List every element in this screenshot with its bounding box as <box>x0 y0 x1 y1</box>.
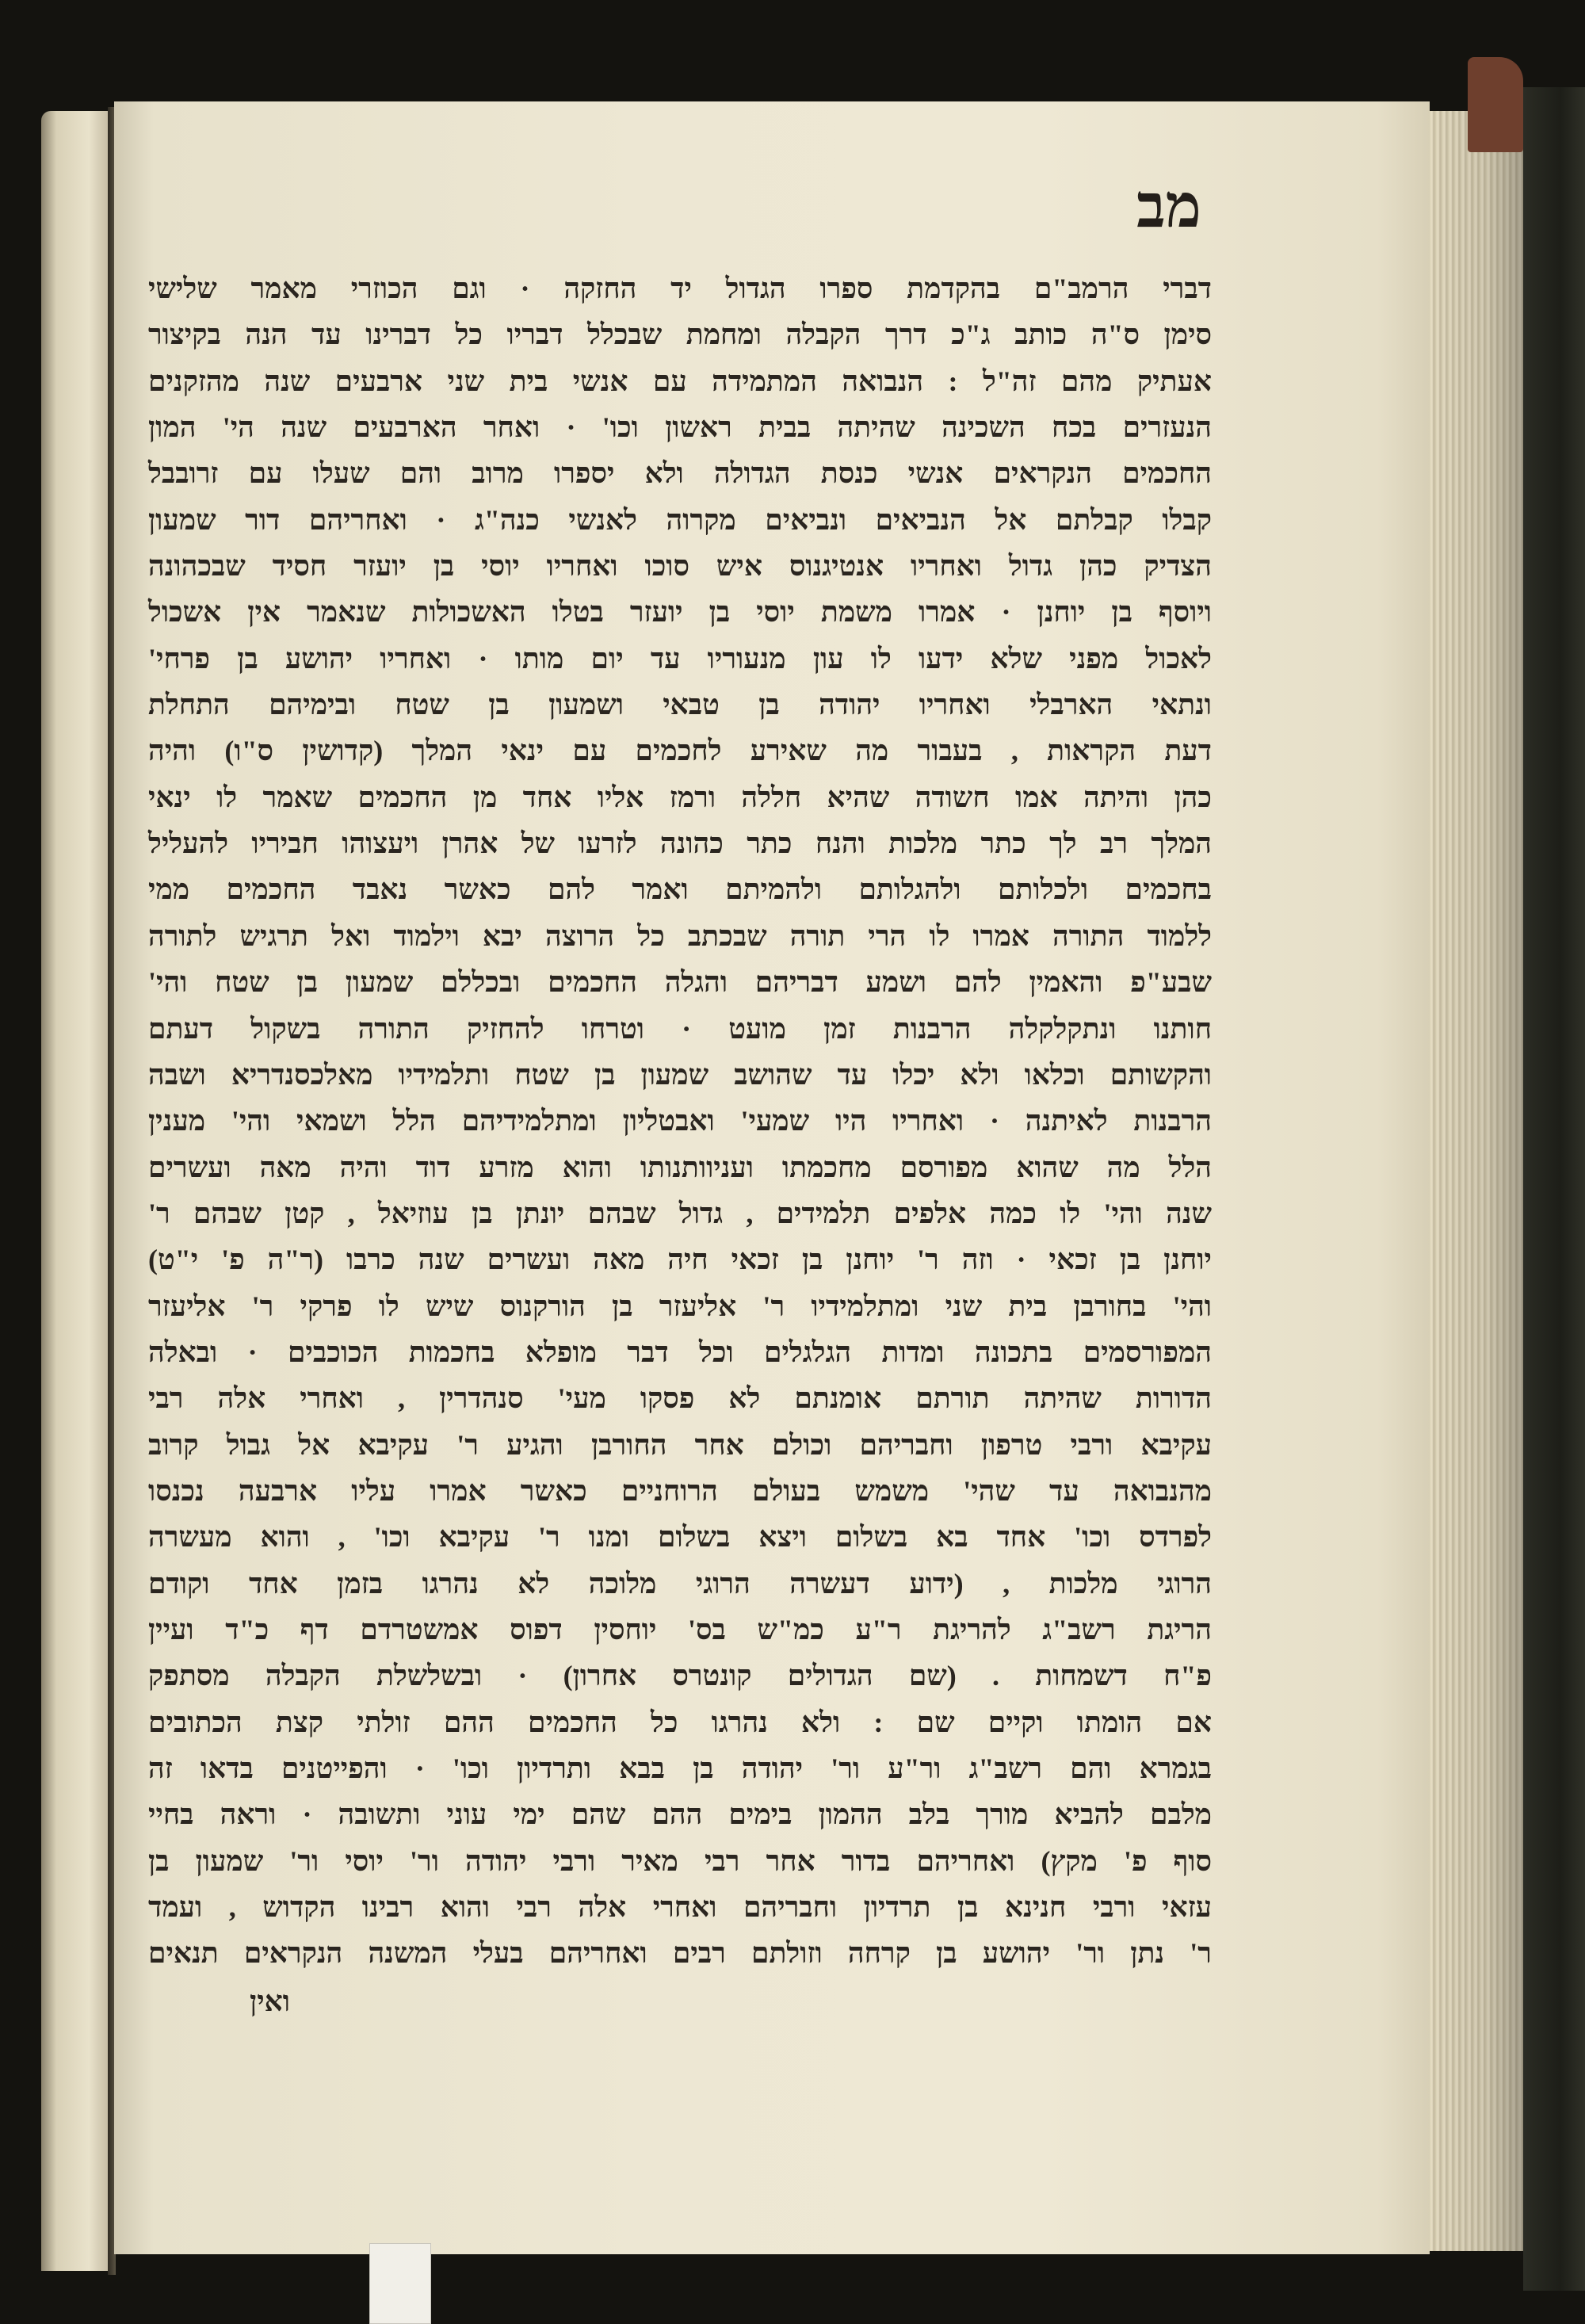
text-line: הלל מה שהוא מפורסם מחכמתו ועניוותנותו והוא מזרע דוד והיה מאה ועשרים <box>148 1151 1212 1183</box>
text-line: דעת הקראות , בעבור מה שאירע לחכמים עם ינאי המלך (קדושין ס"ו) והיה <box>148 735 1212 767</box>
text-line: יוחנן בן זכאי · וזה ר' יוחנן בן זכאי חיה מאה ועשרים שנה כרבו (ר"ה פ' י"ט) <box>148 1244 1212 1276</box>
text-line: הצדיק כהן גדול ואחריו אנטיגנוס איש סוכו ואחריו יוסי בן יועזר חסיד שבכהונה <box>148 550 1212 583</box>
text-line: החכמים הנקראים אנשי כנסת הגדולה ולא יספרו מרוב והם שעלו עם זרובבל <box>148 457 1212 490</box>
text-line: המלך רב לך כתר מלכות והנח כתר כהונה לזרעו של אהרן ויעצוהו חביריו להעליל <box>148 828 1212 860</box>
text-line: שנה והי' לו כמה אלפים תלמידים , גדול שבהם יונתן בן עוזיאל , קטן שבהם ר' <box>148 1197 1212 1229</box>
bookmark-tab <box>369 2243 431 2324</box>
text-line: מהנבואה עד שהי' משמש בעולם הרוחניים כאשר אמרו עליו ארבעה נכנסו <box>148 1474 1212 1507</box>
text-line: שבע"פ והאמין להם ושמע דבריהם והגלה החכמים ובכללם שמעון בן שטח והי' <box>148 966 1212 999</box>
text-line: והקשותם וכלאו ולא יכלו עד שהושב שמעון בן שטח ותלמידיו מאלכסנדריא ושבה <box>148 1058 1212 1091</box>
text-line: מלבם להביא מורך בלב ההמון בימים ההם שהם ימי עוני ותשובה · וראה בחיי <box>148 1798 1212 1831</box>
text-line: חותנו ונתקלקלה הרבנות זמן מועט · וטרחו להחזיק התורה בשקול דעתם <box>148 1012 1212 1045</box>
text-line: סימן ס"ה כותב ג"כ דרך הקבלה ומחמת שבכלל דבריו כל דברינו עד הנה בקיצור <box>148 319 1212 351</box>
text-line: פ"ח דשמחות . (שם הגדולים קונטרס אחרון) · ובשלשלת הקבלה מסתפק <box>148 1660 1212 1692</box>
text-line: עזאי ורבי חנינא בן תרדיון וחבריהם ואחרי אלה רבי והוא רבינו הקדוש , ועמד <box>148 1891 1212 1924</box>
body-text <box>148 266 1212 1977</box>
text-line: ונתאי הארבלי ואחריו יהודה בן טבאי ושמעון בן שטח ובימיהם התחלת <box>148 689 1212 721</box>
text-line: סוף פ' מקץ) ואחריהם בדור אחר רבי מאיר ורבי יהודה ור' יוסי ור' שמעון בן <box>148 1844 1212 1877</box>
text-line: דברי הרמב"ם בהקדמת ספרו הגדול יד החזקה · וגם הכוזרי מאמר שלישי <box>148 273 1212 304</box>
text-line: בגמרא והם רשב"ג ור"ע ור' יהודה בן בבא ותרדיון וכו' · והפייטנים בדאו זה <box>148 1753 1212 1784</box>
page-number: מב <box>1136 174 1201 240</box>
text-line: המפורסמים בתכונה ומדות הגלגלים וכל דבר מופלא בחכמות הכוכבים · ובאלה <box>148 1336 1212 1368</box>
text-line: קבלו קבלתם אל הנביאים ונביאים מקרוה לאנשי כנה"ג · ואחריהם דור שמעון <box>148 503 1212 536</box>
text-line: ר' נתן ור' יהושע בן קרחה וזולתם רבים ואחריהם בעלי המשנה הנקראים תנאים <box>148 1937 1212 1970</box>
page-edges-stack <box>1430 111 1523 2251</box>
text-line: אעתיק מהם זה"ל : הנבואה המתמידה עם אנשי בית שני ארבעים שנה מהזקנים <box>148 365 1212 397</box>
book-cover-edge <box>1523 87 1585 2291</box>
text-line: הנעזרים בכח השכינה שהיתה בבית ראשון וכו' · ואחר הארבעים שנה הי' המון <box>148 411 1212 444</box>
text-line: ויוסף בן יוחנן · אמרו משמת יוסי בן יועזר בטלו האשכולות שנאמר אין אשכול <box>148 596 1212 629</box>
text-line: הרוגי מלכות , (ידוע דעשרה הרוגי מלוכה לא נהרגו בזמן אחד וקודם <box>148 1567 1212 1600</box>
text-line: הרבנות לאיתנה · ואחריו היו שמעי' ואבטליון ומתלמידיהם הלל ושמאי והי' מענין <box>148 1105 1212 1137</box>
text-line: אם הומתו וקיים שם : ולא נהרגו כל החכמים ההם זולתי קצת הכתובים <box>148 1706 1212 1738</box>
text-line: והי' בחורבן בית שני ומתלמידיו ר' אליעזר בן הורקנוס שיש לו פרקי ר' אליעזר <box>148 1290 1212 1322</box>
text-line: עקיבא ורבי טרפון וחבריהם וכולם אחר החורבן והגיע ר' עקיבא אל גבול קרוב <box>148 1428 1212 1461</box>
catchword: ואין <box>250 1986 290 2017</box>
text-line: הריגת רשב"ג להריגת ר"ע כמ"ש בס' יוחסין דפוס אמשטרדם דף כ"ד ועיין <box>148 1613 1212 1646</box>
text-line: בחכמים ולכלותם ולהגלותם ולהמיתם ואמר להם כאשר נאבד החכמים ממי <box>148 873 1212 906</box>
text-line: כהן והיתה אמו חשודה שהיא חללה ורמז אליו אחד מן החכמים שאמר לו ינאי <box>148 781 1212 813</box>
worn-cover-corner <box>1468 57 1523 152</box>
text-line: לאכול מפני שלא ידעו לו עון מנעוריו עד יום מותו · ואחריו יהושע בן פרחי' <box>148 642 1212 675</box>
text-line: ללמוד התורה אמרו לו הרי תורה שבכתב כל הרוצה יבא וילמוד ואל תרגיש לתורה <box>148 919 1212 952</box>
text-line: הדורות שהיתה תורתם אומנתם לא פסקו מעי' סנהדרין , ואחרי אלה רבי <box>148 1382 1212 1415</box>
text-line: לפרדס וכו' אחד בא בשלום ויצא בשלום ומנו ר' עקיבא וכו' , והוא מעשרה <box>148 1521 1212 1554</box>
facing-page-edge <box>41 111 109 2271</box>
